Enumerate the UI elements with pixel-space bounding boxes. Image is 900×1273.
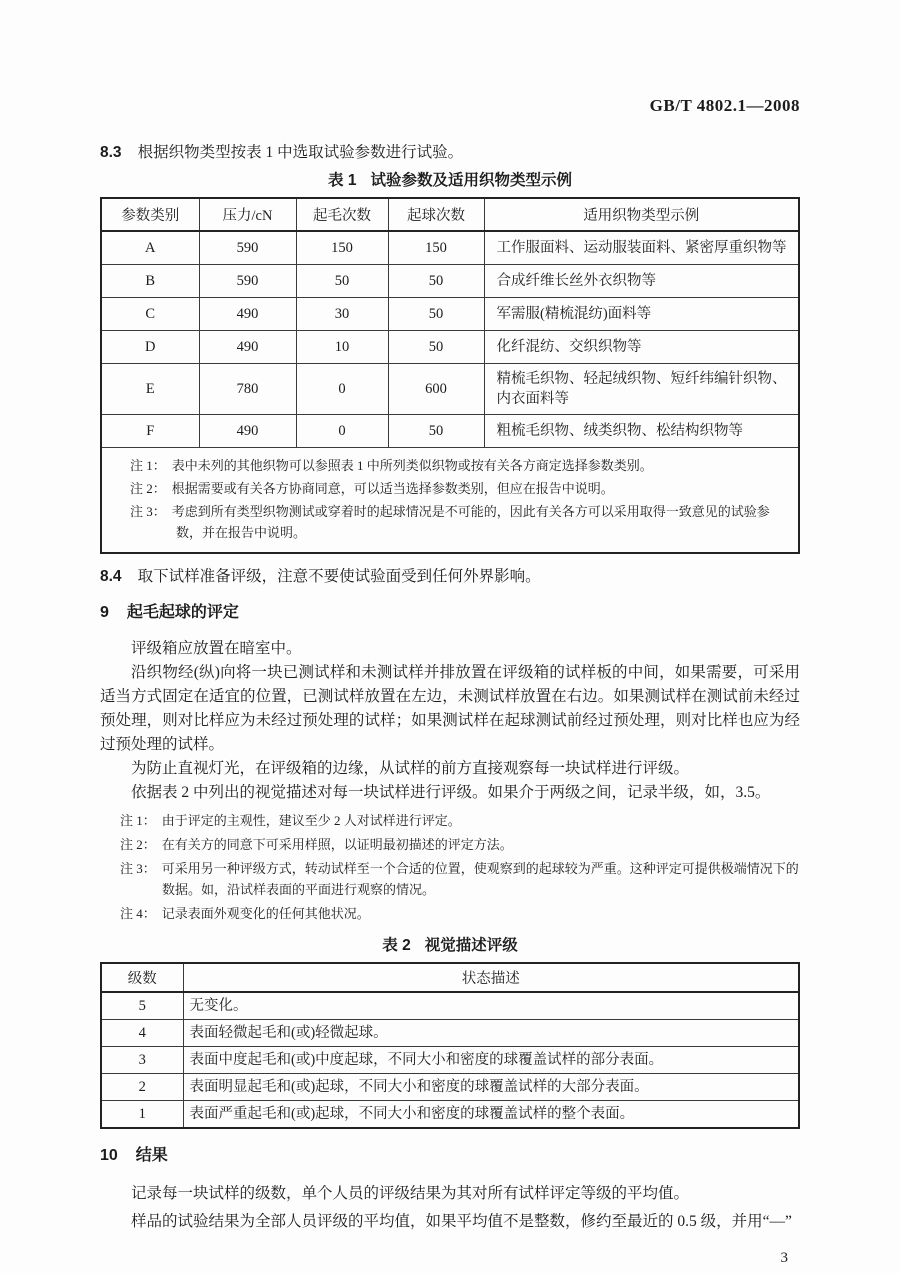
- clause-8-4-number: 8.4: [100, 567, 122, 585]
- section-10-title: 结果: [135, 1146, 168, 1164]
- note-label: 注 1：: [120, 812, 156, 828]
- table-cell: 合成纤维长丝外衣织物等: [484, 264, 799, 297]
- table-cell: 军需服(精梳混纺)面料等: [484, 297, 799, 330]
- table-1-title-label: 表 1: [328, 172, 357, 189]
- note-text: 表中未列的其他织物可以参照表 1 中所列类似织物或按有关各方商定选择参数类别。: [171, 457, 653, 473]
- table-cell: 50: [388, 414, 484, 447]
- table-cell: 150: [388, 231, 484, 264]
- table-1-header-param-class: 参数类别: [101, 198, 199, 231]
- table-cell: 10: [296, 330, 388, 363]
- table-1-header-fuzz-cycles: 起毛次数: [296, 198, 388, 231]
- note-text: 由于评定的主观性，建议至少 2 人对试样进行评定。: [161, 812, 461, 828]
- note-item: [120, 858, 800, 900]
- table-cell: 工作服面料、运动服装面料、紧密厚重织物等: [484, 231, 799, 264]
- table-cell: 粗梳毛织物、绒类织物、松结构织物等: [484, 414, 799, 447]
- table-cell: F: [101, 414, 199, 447]
- table-cell: 4: [101, 1019, 183, 1046]
- table-cell: 50: [388, 330, 484, 363]
- table-cell: 30: [296, 297, 388, 330]
- table-row: [101, 1019, 799, 1046]
- note-label: 注 2：: [130, 480, 166, 496]
- section-9-heading: [100, 602, 800, 624]
- table-2-title-label: 表 2: [382, 936, 411, 954]
- table-cell: 表面轻微起毛和(或)轻微起球。: [183, 1019, 799, 1046]
- note-item: [130, 478, 786, 499]
- table-cell: 5: [101, 992, 183, 1020]
- table-row: [101, 992, 799, 1020]
- table-cell: 780: [199, 363, 296, 414]
- table-cell: 表面中度起毛和(或)中度起球，不同大小和密度的球覆盖试样的部分表面。: [183, 1046, 799, 1073]
- table-cell: C: [101, 297, 199, 330]
- table-cell: 490: [199, 297, 296, 330]
- table-1-header-row: [101, 198, 799, 231]
- table-2-title: [100, 936, 800, 956]
- table-cell: 0: [296, 363, 388, 414]
- note-text: 记录表面外观变化的任何其他状况。: [161, 905, 370, 921]
- table-cell: 表面明显起毛和(或)起球，不同大小和密度的球覆盖试样的大部分表面。: [183, 1073, 799, 1100]
- table-1-header-fabric-examples: 适用织物类型示例: [484, 198, 799, 231]
- table-1-title-text: 试验参数及适用织物类型示例: [370, 172, 572, 189]
- table-2-header-grade: 级数: [101, 963, 183, 992]
- table-cell: 50: [296, 264, 388, 297]
- note-text: 根据需要或有关各方协商同意，可以适当选择参数类别，但应在报告中说明。: [171, 480, 614, 496]
- note-text: 可采用另一种评级方式，转动试样至一个合适的位置，使观察到的起球较为严重。这种评定可提供极端情况下的数据。如，沿试样表面的平面进行观察的情况。: [161, 860, 799, 897]
- table-row: [101, 330, 799, 363]
- table-row: [101, 414, 799, 447]
- table-2: [100, 962, 800, 1129]
- clause-8-3-text: 根据织物类型按表 1 中选取试验参数进行试验。: [137, 144, 464, 161]
- table-1: [100, 197, 800, 554]
- table-cell: 590: [199, 264, 296, 297]
- table-cell: 600: [388, 363, 484, 414]
- table-row: [101, 1073, 799, 1100]
- section-9-number: 9: [100, 603, 109, 621]
- table-cell: D: [101, 330, 199, 363]
- table-cell: B: [101, 264, 199, 297]
- table-row: [101, 1046, 799, 1073]
- paragraph: 记录每一块试样的级数，单个人员的评级结果为其对所有试样评定等级的平均值。: [131, 1184, 690, 1202]
- note-text: 在有关方的同意下可采用样照，以证明最初描述的评定方法。: [161, 836, 513, 852]
- table-cell: 2: [101, 1073, 183, 1100]
- table-cell: 50: [388, 297, 484, 330]
- table-2-header-row: [101, 963, 799, 992]
- note-label: 注 3：: [120, 860, 156, 876]
- table-cell: 150: [296, 231, 388, 264]
- section-9-body: [100, 637, 800, 805]
- section-10-number: 10: [100, 1146, 118, 1164]
- table-1-header-pressure: 压力/cN: [199, 198, 296, 231]
- table-cell: 化纤混纺、交织织物等: [484, 330, 799, 363]
- note-label: 注 3：: [130, 503, 166, 519]
- clause-8-4-text: 取下试样准备评级，注意不要使试验面受到任何外界影响。: [137, 567, 541, 585]
- table-cell: 1: [101, 1100, 183, 1128]
- clause-8-3-number: 8.3: [100, 144, 122, 161]
- paragraph: 为防止直视灯光，在评级箱的边缘，从试样的前方直接观察每一块试样进行评级。: [131, 759, 690, 777]
- table-row: [101, 363, 799, 414]
- paragraph: 依据表 2 中列出的视觉描述对每一块试样进行评级。如果介于两级之间，记录半级，如，3.5。: [131, 783, 771, 801]
- note-item: [130, 501, 786, 543]
- table-1-notes: [101, 447, 799, 553]
- table-cell: 精梳毛织物、轻起绒织物、短纤纬编针织物、内衣面料等: [484, 363, 799, 414]
- clause-8-3: [100, 142, 800, 164]
- note-item: [120, 903, 800, 924]
- table-cell: 490: [199, 330, 296, 363]
- table-row: [101, 231, 799, 264]
- note-label: 注 1：: [130, 457, 166, 473]
- table-cell: 无变化。: [183, 992, 799, 1020]
- clause-8-4: [100, 566, 800, 588]
- note-item: [130, 455, 786, 476]
- table-1-notes-row: [101, 447, 799, 553]
- section-10-heading: [100, 1145, 800, 1167]
- table-row: [101, 297, 799, 330]
- note-item: [120, 834, 800, 855]
- table-cell: 3: [101, 1046, 183, 1073]
- table-2-header-description: 状态描述: [183, 963, 799, 992]
- table-1-title: [100, 171, 800, 191]
- table-cell: E: [101, 363, 199, 414]
- paragraph: 沿织物经(纵)向将一块已测试样和未测试样并排放置在评级箱的试样板的中间，如果需要，可采用适当方式固定在适宜的位置，已测试样放置在左边，未测试样放置在右边。如果测试样在测试前未经过预处理，则对比样应为未经过预处理的试样；如果测试样在起球测试前经过预处理，则对比样也应为经过预处理的试样。: [100, 663, 800, 753]
- table-cell: 表面严重起毛和(或)起球，不同大小和密度的球覆盖试样的整个表面。: [183, 1100, 799, 1128]
- doc-number: GB/T 4802.1—2008: [649, 96, 800, 115]
- table-cell: 490: [199, 414, 296, 447]
- note-label: 注 4：: [120, 905, 156, 921]
- note-label: 注 2：: [120, 836, 156, 852]
- table-cell: A: [101, 231, 199, 264]
- section-10-body: [100, 1180, 800, 1236]
- table-row: [101, 1100, 799, 1128]
- section-9-title: 起毛起球的评定: [126, 603, 239, 621]
- note-text: 考虑到所有类型织物测试或穿着时的起球情况是不可能的，因此有关各方可以采用取得一致意见的试验参数，并在报告中说明。: [171, 503, 770, 540]
- section-9-notes: [120, 810, 800, 924]
- page-number: 3: [780, 1249, 788, 1266]
- table-row: [101, 264, 799, 297]
- table-cell: 50: [388, 264, 484, 297]
- table-1-header-pill-cycles: 起球次数: [388, 198, 484, 231]
- table-cell: 590: [199, 231, 296, 264]
- paragraph: 样品的试验结果为全部人员评级的平均值，如果平均值不是整数，修约至最近的 0.5 级，并用“—”: [131, 1212, 792, 1230]
- paragraph: 评级箱应放置在暗室中。: [131, 639, 302, 657]
- table-cell: 0: [296, 414, 388, 447]
- note-item: [120, 810, 800, 831]
- table-2-title-text: 视觉描述评级: [424, 936, 518, 954]
